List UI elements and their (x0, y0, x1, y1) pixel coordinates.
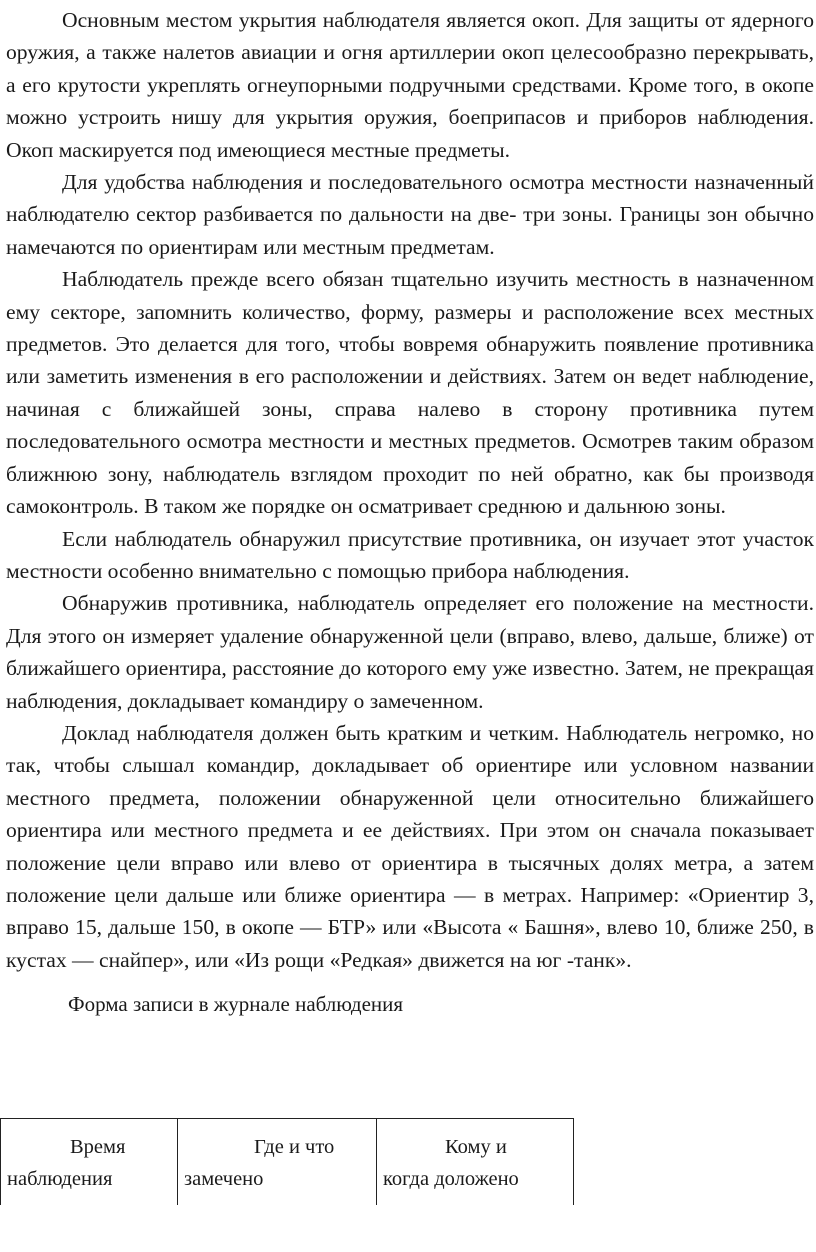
header-where-line1: Где и что (254, 1136, 335, 1158)
header-cell-reported-to (377, 1119, 574, 1206)
paragraph-enemy-detected: Если наблюдатель обнаружил присутствие противника, он изучает этот участок местности особенно внимательно с помощью прибора наблюдения. (6, 526, 814, 583)
paragraph-observer-report: Доклад наблюдателя должен быть кратким и четким. Наблюдатель негромко, но так, чтобы слышал командир, докладывает об ориентире или условном названии местного предмета, положении обнаруженной цели относительно ближайшего ориентира или местного предмета и ее действиях. При этом он сначала показывает положение цели вправо или влево от ориентира в тысячных долях метра, а затем положение цели дальше или ближе ориентира — в метрах. Например: «Ориентир 3, вправо 15, дальше 150, в окопе — БТР» или «Высота « Башня», влево 10, ближе 250, в кустах — снайпер», или «Из рощи «Редкая» движется на юг -танк». (6, 720, 814, 972)
paragraph-shelter: Основным местом укрытия наблюдателя является окоп. Для защиты от ядерного оружия, а также налетов авиации и огня артиллерии окоп целесообразно перекрывать, а его крутости укреплять огнеупорными подручными средствами. Кроме того, в окопе можно устроить нишу для укрытия оружия, боеприпасов и приборов наблюдения. Окоп маскируется под имеющиеся местные предметы. (6, 8, 814, 162)
paragraph-position-determination: Обнаружив противника, наблюдатель определяет его положение на местности. Для этого он измеряет удаление обнаруженной цели (вправо, влево, дальше, ближе) от ближайшего ориентира, расстояние до которого ему уже известно. Затем, не прекращая наблюдения, докладывает командиру о замеченном. (6, 591, 814, 713)
header-cell-where-what (178, 1119, 377, 1206)
paragraph-terrain-study: Наблюдатель прежде всего обязан тщательно изучить местность в назначенном ему секторе, запомнить количество, форму, размеры и расположение всех местных предметов. Это делается для того, чтобы вовремя обнаружить появление противника или заметить изменения в его расположении и действиях. Затем он ведет наблюдение, начиная с ближайшей зоны, справа налево в сторону противника путем последовательного осмотра местности и местных предметов. Осмотрев таким образом ближнюю зону, наблюдатель взглядом проходит по ней обратно, как бы производя самоконтроль. В таком же порядке он осматривает среднюю и дальнюю зоны. (6, 267, 814, 519)
header-reported-line2: когда доложено (383, 1168, 519, 1190)
observation-journal-table (0, 1118, 574, 1205)
table-caption: Форма записи в журнале наблюдения (68, 992, 404, 1017)
header-time-line1: Время (70, 1136, 126, 1158)
header-where-line2: замечено (184, 1168, 264, 1190)
header-cell-time (1, 1119, 178, 1206)
header-time-line2: наблюдения (7, 1168, 113, 1190)
table-header-row (1, 1119, 574, 1206)
document-page (6, 4, 814, 1020)
header-reported-line1: Кому и (445, 1136, 507, 1158)
paragraph-sector-zones: Для удобства наблюдения и последовательного осмотра местности назначенный наблюдателю сектор разбивается по дальности на две- три зоны. Границы зон обычно намечаются по ориентирам или местным предметам. (6, 170, 814, 259)
